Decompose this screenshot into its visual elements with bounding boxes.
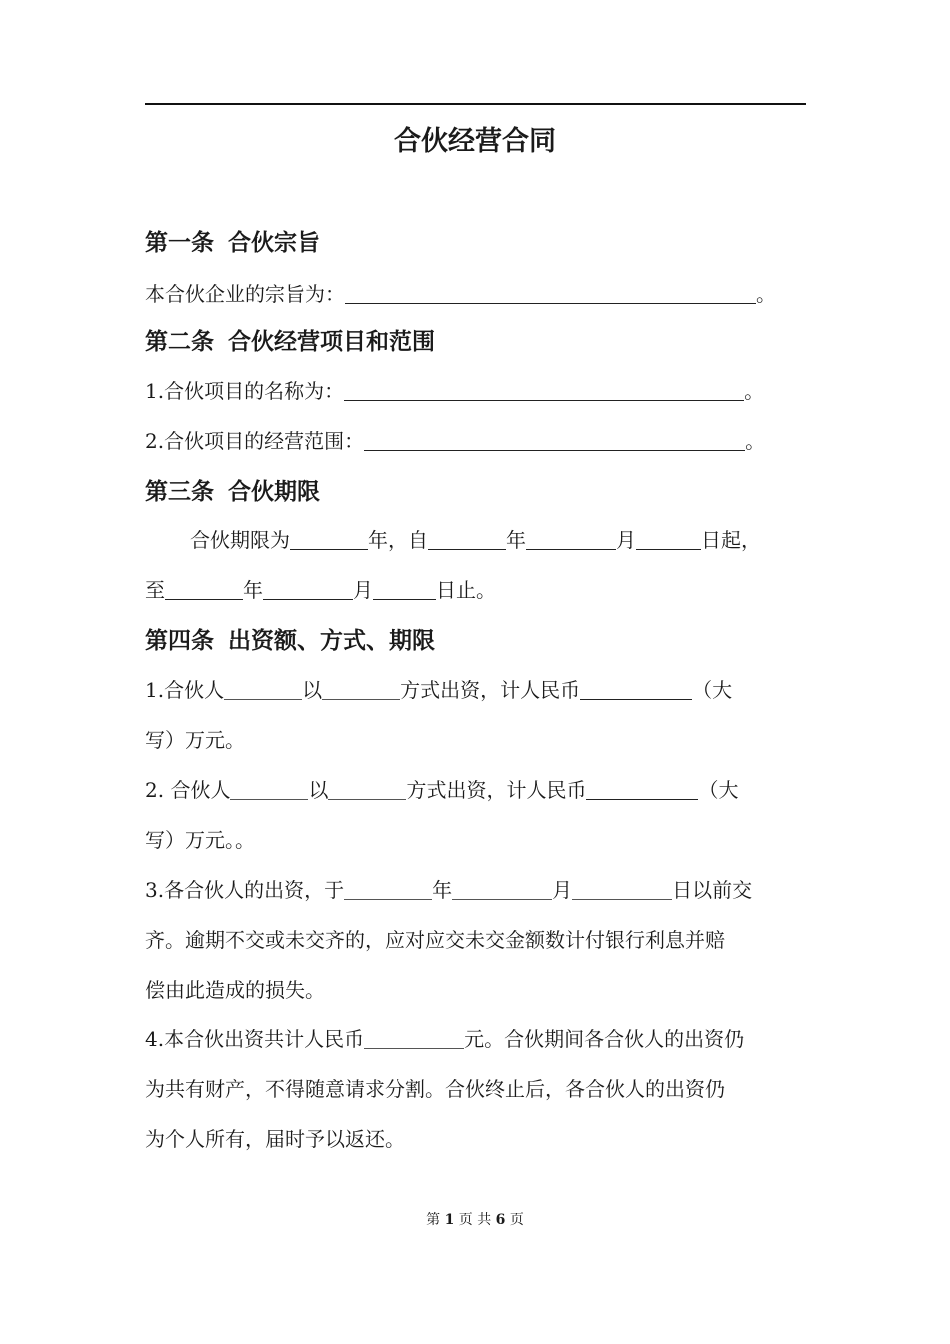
year-label: 年 [506,528,526,552]
day-end-label: 日止。 [436,578,496,602]
header-rule [145,103,806,105]
deadline-text-3: 偿由此造成的损失。 [145,978,325,1002]
total-line [145,1024,744,1054]
deadline-day-blank[interactable] [572,877,672,900]
section-title: 出资额、方式、期限 [228,628,435,654]
start-year-blank[interactable] [428,527,506,550]
method-1-blank[interactable] [322,677,400,700]
amount-2-blank[interactable] [586,777,698,800]
end-year-blank[interactable] [165,577,243,600]
section-2-heading [145,325,435,359]
year-label: 年 [243,578,263,602]
year-label: 年 [368,528,388,552]
total-text: 元。合伙期间各合伙人的出资仍 [464,1027,745,1051]
partner-2-blank[interactable] [230,777,308,800]
footer-middle: 页 共 [458,1212,492,1228]
section-1-heading [145,226,320,260]
purpose-label: 本合伙企业的宗旨为： [145,282,345,306]
section-number: 第三条 [145,479,214,505]
contribution-2-line [145,775,738,805]
from-label: ，自 [388,528,428,552]
unit-label: 写）万元。。 [145,828,255,852]
project-name-blank[interactable] [344,378,744,401]
partner-1-blank[interactable] [224,677,302,700]
period-mark: 。 [744,379,765,403]
amount-1-blank[interactable] [580,677,692,700]
project-scope-blank[interactable] [364,428,745,451]
deadline-line [145,875,752,905]
purpose-line [145,279,776,309]
start-month-blank[interactable] [526,527,616,550]
term-label: 合伙期限为 [190,528,290,552]
section-title: 合伙宗旨 [228,230,320,256]
start-day-blank[interactable] [636,527,701,550]
deadline-end-label: 日以前交 [672,878,753,902]
contribution-2-cont [145,825,255,855]
period-mark: 。 [745,429,766,453]
contribution-1-line [145,675,732,705]
section-title: 合伙经营项目和范围 [228,329,435,355]
page-footer [0,1210,950,1230]
end-day-blank[interactable] [373,577,436,600]
section-number: 第一条 [145,230,214,256]
day-start-label: 日起， [701,528,761,552]
unit-label: 写）万元。 [145,728,245,752]
project-scope-label: 2.合伙项目的经营范围： [145,429,365,453]
total-text-2: 为共有财产，不得随意请求分割。合伙终止后，各合伙人的出资仍 [145,1077,725,1101]
partner-label: 1.合伙人 [145,678,225,702]
section-number: 第四条 [145,628,214,654]
by-label: 以 [308,778,329,802]
contribution-1-cont [145,725,245,755]
amount-label: 方式出资，计人民币 [406,778,587,802]
page-total: 6 [495,1212,506,1228]
document-title: 合伙经营合同 [394,126,556,157]
section-4-heading [145,624,435,658]
to-label: 至 [145,578,165,602]
term-line-1 [190,525,761,555]
project-scope-line [145,426,765,456]
deadline-label: 3.各合伙人的出资，于 [145,878,345,902]
month-label: 月 [552,878,573,902]
partner-label: 2. 合伙人 [145,778,231,802]
term-line-2 [145,575,496,605]
period-mark: 。 [756,282,776,306]
month-label: 月 [353,578,373,602]
deadline-month-blank[interactable] [452,877,552,900]
by-label: 以 [302,678,323,702]
section-number: 第二条 [145,329,214,355]
section-title: 合伙期限 [228,479,320,505]
footer-suffix: 页 [509,1212,524,1228]
year-label: 年 [432,878,453,902]
month-label: 月 [616,528,636,552]
total-text-3: 为个人所有，届时予以返还。 [145,1127,405,1151]
footer-prefix: 第 [426,1212,441,1228]
end-month-blank[interactable] [263,577,353,600]
method-2-blank[interactable] [328,777,406,800]
total-label: 4.本合伙出资共计人民币 [145,1027,365,1051]
deadline-text-2: 齐。逾期不交或未交齐的，应对应交未交金额数计付银行利息并赔 [145,928,725,952]
project-name-line [145,376,764,406]
capital-label: （大 [692,678,733,702]
amount-label: 方式出资，计人民币 [400,678,581,702]
total-amount-blank[interactable] [364,1026,464,1049]
deadline-year-blank[interactable] [344,877,432,900]
section-3-heading [145,475,320,509]
page-number: 1 [444,1212,455,1228]
term-years-blank[interactable] [290,527,368,550]
purpose-blank[interactable] [345,281,756,304]
capital-label: （大 [698,778,739,802]
project-name-label: 1.合伙项目的名称为： [145,379,345,403]
